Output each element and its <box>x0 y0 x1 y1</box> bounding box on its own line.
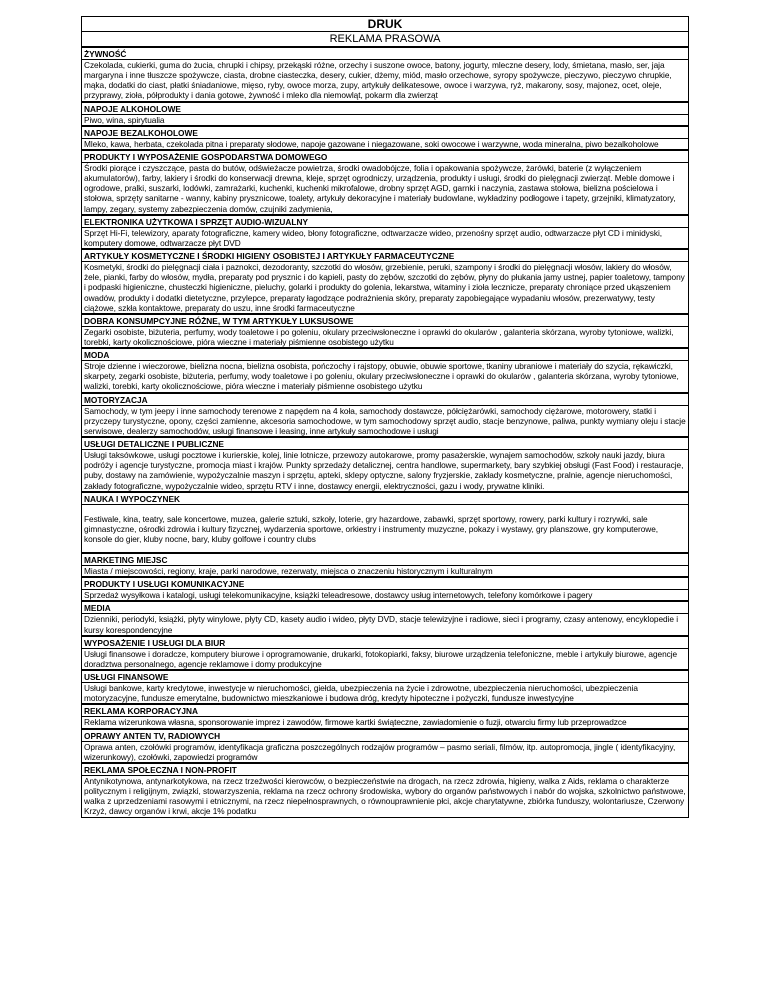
category-description: Reklama wizerunkowa własna, sponsorowanie imprez i zawodów, firmowe kartki świąteczne, zawiadomienie o fuzji, otwarciu firmy lub przeprowadzce <box>82 717 688 728</box>
sections-container <box>82 48 688 817</box>
category-heading: WYPOSAŻENIE I USŁUGI DLA BIUR <box>82 636 688 649</box>
category-heading: USŁUGI DETALICZNE I PUBLICZNE <box>82 437 688 450</box>
category-description: Oprawa anten, czołówki programów, identyfikacja graficzna poszczególnych rodzajów programów – pasmo seriali, filmów, itp. autopromocja, jingle ( identyfikacyjny, wizerunkowy), czołówki, zapowiedzi programów <box>82 742 688 763</box>
category-description: Samochody, w tym jeepy i inne samochody terenowe z napędem na 4 koła, samochody dostawcze, półciężarówki, samochody ciężarowe, motorowery, statki i przyczepy turystyczne, opony, części zamienne, akcesoria samochodowe, w tym samochodowy sprzęt audio, stacje benzynowe, paliwa, punkty wymiany oleju i stacje serwisowe, dealerzy samochodów, usługi finansowe i leasing, inne artykuły samochodowe i usługi <box>82 406 688 437</box>
category-heading: ARTYKUŁY KOSMETYCZNE I ŚRODKI HIGIENY OSOBISTEJ I ARTYKUŁY FARMACEUTYCZNE <box>82 249 688 262</box>
category-heading: DOBRA KONSUMPCYJNE RÓŻNE, W TYM ARTYKUŁY LUKSUSOWE <box>82 314 688 327</box>
category-description: Festiwale, kina, teatry, sale koncertowe, muzea, galerie sztuki, szkoły, loterie, gry hazardowe, zabawki, sprzęt sportowy, rowery, parki kultury i rozrywki, sale gimnastyczne, ośrodki zdrowia i kultury fizycznej, wydarzenia sportowe, orkiestry i instrumenty muzyczne, pokazy i wystawy, gry planszowe, gry komputerowe, konsole do gier, kluby nocne, bary, kluby golfowe i country clubs <box>82 505 688 553</box>
category-heading: REKLAMA KORPORACYJNA <box>82 704 688 717</box>
category-description: Miasta / miejscowości, regiony, kraje, parki narodowe, rezerwaty, miejsca o znaczeniu historycznym i kulturalnym <box>82 566 688 577</box>
category-description: Piwo, wina, spirytualia <box>82 115 688 126</box>
category-description: Czekolada, cukierki, guma do żucia, chrupki i chipsy, przekąski różne, orzechy i suszone owoce, batony, jogurty, mleczne desery, lody, śmietana, masło, ser, jaja margaryna i inne tłuszcze spożywcze, ciasta, drobne ciasteczka, desery, cukier, dżemy, miód, masło orzechowe, syropy spożywcze, pieczywo, pieczywo chrupkie, mąka, dodatki do ciast, płatki śniadaniowe, mięso, ryby, owoce morza, zupy, artykuły delikatesowe, owoce i warzywa, ryż, makarony, sosy, majonez, ocet, oleje, przyprawy, zioła, półprodukty i dania gotowe, żywność i mleko dla niemowląt, pokarm dla zwierząt <box>82 60 688 102</box>
category-heading: MODA <box>82 348 688 361</box>
category-heading: ŻYWNOŚĆ <box>82 48 688 60</box>
category-heading: MEDIA <box>82 601 688 614</box>
category-heading: ELEKTRONIKA UŻYTKOWA I SPRZĘT AUDIO-WIZUALNY <box>82 215 688 228</box>
document-subtitle: REKLAMA PRASOWA <box>82 32 688 48</box>
category-description: Usługi bankowe, karty kredytowe, inwestycje w nieruchomości, giełda, ubezpieczenia na życie i zdrowotne, ubezpieczenia nieruchomości, ubezpieczenia motoryzacyjne, fundusze emerytalne, budownictwo mieszkaniowe i budowa dróg, kredyty hipoteczne i pożyczki, fundusze inwestycyjne <box>82 683 688 704</box>
category-heading: NAPOJE ALKOHOLOWE <box>82 102 688 115</box>
category-description: Sprzęt Hi-Fi, telewizory, aparaty fotograficzne, kamery wideo, błony fotograficzne, odtwarzacze wideo, przenośny sprzęt audio, odtwarzacze płyt CD i minidyski, komputery domowe, odtwarzacze płyt DVD <box>82 228 688 249</box>
category-heading: NAPOJE BEZALKOHOLOWE <box>82 126 688 139</box>
category-description: Antynikotynowa, antynarkotykowa, na rzecz trzeźwości kierowców, o bezpieczeństwie na drogach, na rzecz zdrowia, higieny, walka z Aids, reklama o charakterze politycznym i religijnym, związki, stowarzyszenia, reklama na rzecz ochrony środowiska, wybory do organów państwowych i nabór do wojska, szkolnictwo państwowe, walka z uprzedzeniami rasowymi i etnicznymi, na rzecz niepełnosprawnych, o równouprawnienie płci, akcje charytatywne, zbiórka funduszy, wolontariusze, Czerwony Krzyż, dawcy organów i krwi, akcje 1% podatku <box>84 775 686 817</box>
category-heading: OPRAWY ANTEN TV, RADIOWYCH <box>82 729 688 742</box>
category-heading: REKLAMA SPOŁECZNA I NON-PROFIT <box>82 763 688 776</box>
category-heading: PRODUKTY I WYPOSAŻENIE GOSPODARSTWA DOMOWEGO <box>82 150 688 163</box>
category-description: Usługi finansowe i doradcze, komputery biurowe i oprogramowanie, drukarki, fotokopiarki, faksy, biurowe urządzenia telefoniczne, meble i artykuły biurowe, agencje doradztwa personalnego, agencje reklamowe i domy produkcyjne <box>82 649 688 670</box>
category-description: Sprzedaż wysyłkowa i katalogi, usługi telekomunikacyjne, książki teleadresowe, dostawcy usług internetowych, telefony komórkowe i pagery <box>82 590 688 601</box>
category-heading: NAUKA I WYPOCZYNEK <box>82 492 688 505</box>
category-heading: PRODUKTY I USŁUGI KOMUNIKACYJNE <box>82 577 688 590</box>
category-description: Zegarki osobiste, biżuteria, perfumy, wody toaletowe i po goleniu, okulary przeciwsłoneczne i oprawki do okularów , galanteria skórzana, wyroby tytoniowe, walizki, torebki, karty okolicznościowe, pióra wieczne i materiały piśmienne osobistego użytku <box>82 327 688 348</box>
category-description: Mleko, kawa, herbata, czekolada pitna i preparaty słodowe, napoje gazowane i niegazowane, soki owocowe i warzywne, woda mineralna, piwo bezalkoholowe <box>82 139 688 150</box>
category-heading: MOTORYZACJA <box>82 393 688 406</box>
category-description: Stroje dzienne i wieczorowe, bielizna nocna, bielizna osobista, pończochy i rajstopy, obuwie, obuwie sportowe, tkaniny ubraniowe i materiały do szycia, rękawiczki, skarpety, zegarki osobiste, biżuteria, perfumy, wody toaletowe i po goleniu, okulary przeciwsłoneczne i oprawki do okularów , galanteria skórzana, wyroby tytoniowe, walizki, torebki, karty okolicznościowe, pióra wieczne i materiały piśmienne osobistego użytku <box>82 361 688 392</box>
category-description: Środki piorące i czyszczące, pasta do butów, odświeżacze powietrza, środki owadobójcze, folia i opakowania spożywcze, żarówki, baterie (z wyłączeniem akumulatorów), farby, lakiery i środki do konserwacji drewna, kleje, sprzęt ogrodniczy, urządzenia, produkty i usługi, środki do pielęgnacji zwierząt. Meble domowe i ogrodowe, pralki, suszarki, lodówki, zamrażarki, kuchenki, kuchenki mikrofalowe, drobny sprzęt AGD, garnki i naczynia, zastawa stołowa, bielizna pościelowa i stołowa, sprzęty sanitarne - wanny, kabiny prysznicowe, toalety, artykuły dekoracyjne i materiały budowlane, wykładziny podłogowe i tapety, grzejniki, klimatyzatory, lampy, zegary, systemy zabezpieczenia domów, czujniki zadymienia, <box>82 163 688 215</box>
category-description: Kosmetyki, środki do pielęgnacji ciała i paznokci, dezodoranty, szczotki do włosów, grzebienie, peruki, szampony i środki do pielęgnacji włosów, lakiery do włosów, żele, pianki, farby do włosów, mydła, preparaty pod prysznic i do kąpieli, pasty do zębów, szczotki do zębów, płyny do płukania jamy ustnej, papier toaletowy, tampony i podpaski higieniczne, chusteczki higieniczne, pieluchy, golarki i produkty do golenia, lekarstwa, witaminy i zioła lecznicze, preparaty chroniące przed ukąszeniem owadów, produkty i dodatki dietetyczne, przylepce, preparaty łagodzące podrażnienia skóry, preparaty zapobiegające wypadaniu włosów, prezerwatywy, testy ciążowe, szkła kontaktowe, preparaty do uszu, inne środki farmaceutyczne <box>82 262 688 314</box>
category-description: Usługi taksówkowe, usługi pocztowe i kurierskie, kolej, linie lotnicze, przewozy autokarowe, promy pasażerskie, wynajem samochodów, szkoły nauki jazdy, biura podróży i agencje turystyczne, promocja miast i krajów. Punkty sprzedaży detalicznej, centra handlowe, supermarkety, bary szybkiej obsługi (Fast Food) i restauracje, puby, dostawy na zamówienie, wypożyczalnie maszyn i sprzętu, apteki, sklepy optyczne, salony fryzjerskie, zakłady kosmetyczne, pralnie, agencje nieruchomości, zakłady fotograficzne, wypożyczalnie wideo, sprzętu RTV i inne, dostawcy energii, elektryczności, gazu i wody, prywatne kliniki. <box>82 450 688 492</box>
document-title: DRUK <box>82 17 688 32</box>
category-heading: MARKETING MIEJSC <box>82 553 688 566</box>
document-table <box>81 16 689 818</box>
category-heading: USŁUGI FINANSOWE <box>82 670 688 683</box>
category-description: Dzienniki, periodyki, książki, płyty winylowe, płyty CD, kasety audio i wideo, płyty DVD, stacje telewizyjne i radiowe, sieci i programy, czasy antenowy, encyklopedie i kursy korespondencyjne <box>82 614 688 635</box>
